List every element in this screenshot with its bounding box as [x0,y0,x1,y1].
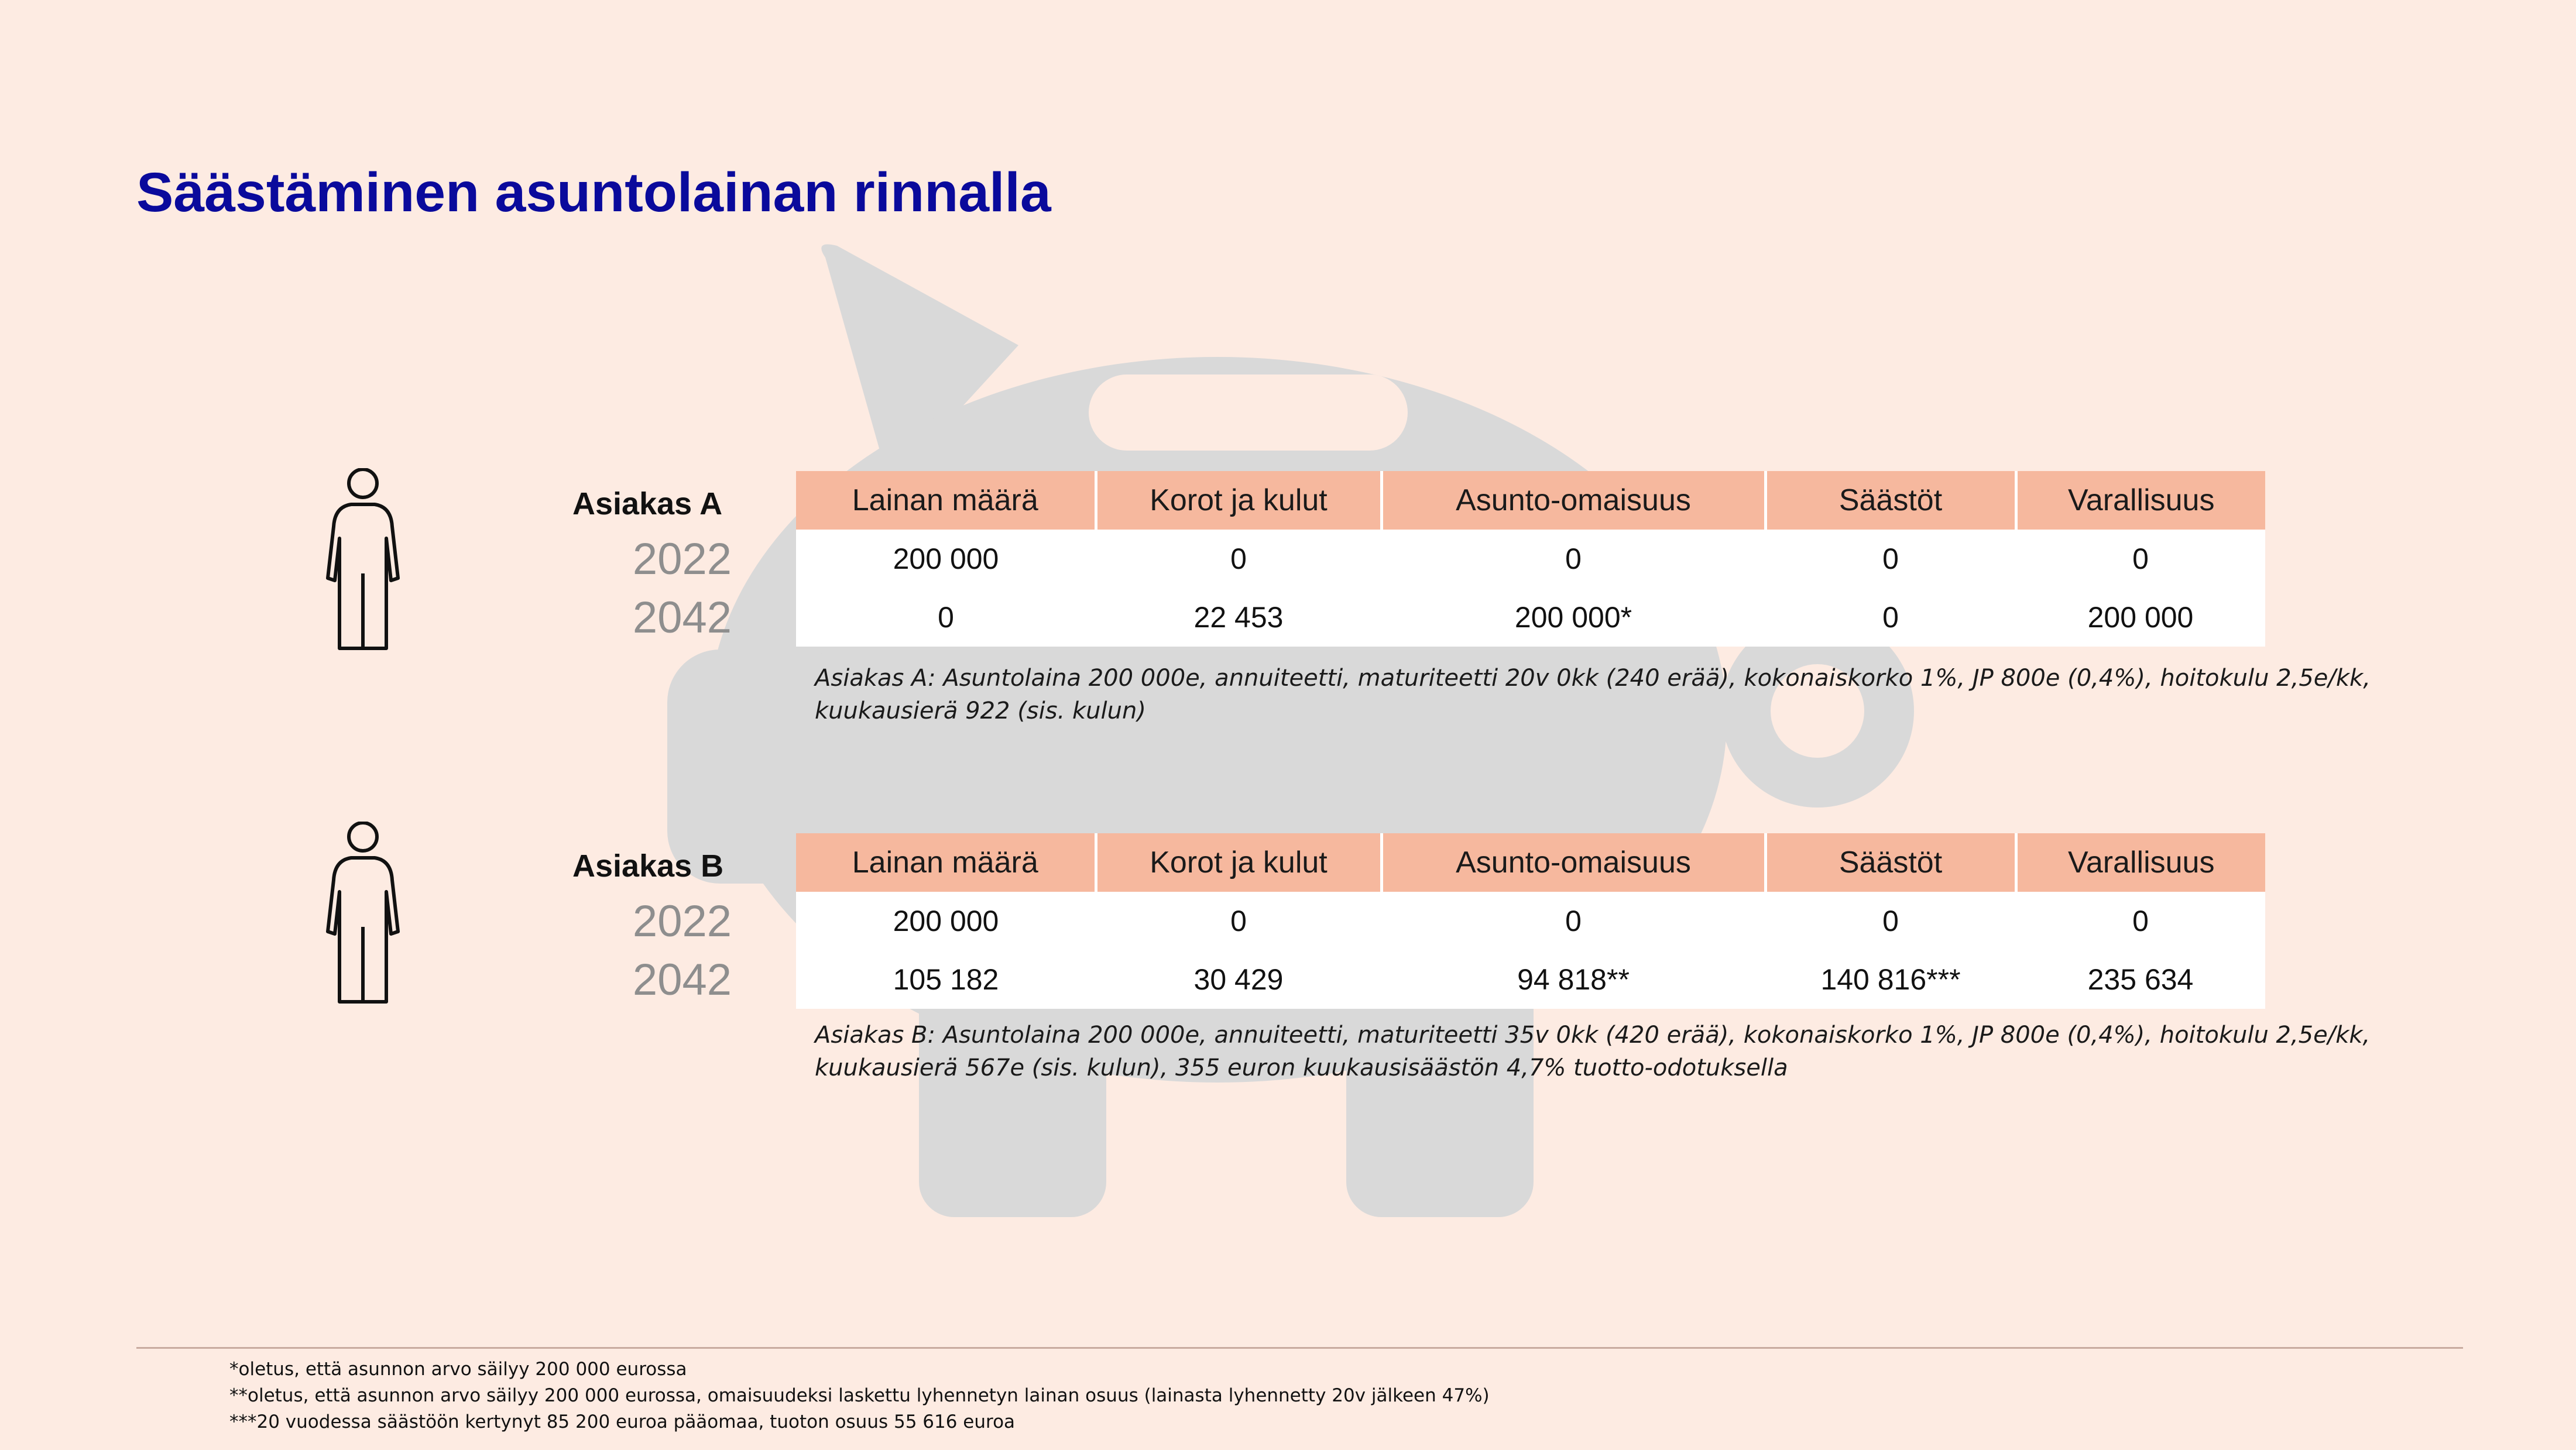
table-cell: 94 818** [1381,950,1765,1009]
table-cell: 0 [1381,530,1765,588]
table-cell: 200 000 [796,892,1096,950]
footnote: *oletus, että asunnon arvo säilyy 200 000 eurossa [229,1359,687,1380]
table-row [796,588,2265,647]
table-cell: 0 [1381,892,1765,950]
table-row [796,950,2265,1009]
table-cell: 0 [1765,588,2016,647]
column-header: Varallisuus [2016,471,2265,530]
table-cell: 0 [796,588,1096,647]
footer-divider [136,1347,2463,1349]
table-cell: 200 000* [1381,588,1765,647]
column-header: Asunto-omaisuus [1381,833,1765,892]
table-cell: 0 [2016,530,2265,588]
table-cell: 235 634 [2016,950,2265,1009]
client-a-note: Asiakas A: Asuntolaina 200 000e, annuiteetti, maturiteetti 20v 0kk (240 erää), kokonaiskorko 1%, JP 800e (0,4%), hoitokulu 2,5e/kk, kuukausierä 922 (sis. kulun) [815,665,2371,724]
column-header: Varallisuus [2016,833,2265,892]
table-cell: 105 182 [796,950,1096,1009]
column-header: Säästöt [1765,833,2016,892]
footnotes [229,1356,1490,1435]
table-header-row [796,833,2265,892]
table-cell: 0 [1096,530,1381,588]
footnote: ***20 vuodessa säästöön kertynyt 85 200 euroa pääomaa, tuoton osuus 55 616 euroa [229,1411,1016,1432]
column-header: Lainan määrä [796,833,1096,892]
column-header: Lainan määrä [796,471,1096,530]
column-header: Asunto-omaisuus [1381,471,1765,530]
table-cell: 200 000 [2016,588,2265,647]
year-label: 2042 [632,955,732,1005]
table-cell: 22 453 [1096,588,1381,647]
table-cell: 0 [1765,892,2016,950]
person-icon [316,468,410,655]
page-title: Säästäminen asuntolainan rinnalla [136,162,1051,224]
client-a-label: Asiakas A [572,486,723,521]
client-b-table [796,833,2265,1009]
table-row [796,530,2265,588]
year-label: 2022 [632,896,732,946]
table-cell: 200 000 [796,530,1096,588]
client-a-table [796,471,2265,647]
year-label: 2022 [632,534,732,584]
table-cell: 140 816*** [1765,950,2016,1009]
table-row [796,892,2265,950]
table-cell: 0 [2016,892,2265,950]
table-header-row [796,471,2265,530]
column-header: Säästöt [1765,471,2016,530]
column-header: Korot ja kulut [1096,833,1381,892]
year-label: 2042 [632,593,732,642]
client-b-note: Asiakas B: Asuntolaina 200 000e, annuiteetti, maturiteetti 35v 0kk (420 erää), kokonaiskorko 1%, JP 800e (0,4%), hoitokulu 2,5e/kk, kuukausierä 567e (sis. kulun), 355 euron kuukausisäästön 4,7% tuotto-odotuksella [815,1022,2371,1081]
client-b-label: Asiakas B [572,848,724,884]
table-cell: 0 [1765,530,2016,588]
table-cell: 0 [1096,892,1381,950]
column-header: Korot ja kulut [1096,471,1381,530]
person-icon [316,822,410,1009]
footnote: **oletus, että asunnon arvo säilyy 200 000 eurossa, omaisuudeksi laskettu lyhennetyn lainan osuus (lainasta lyhennetty 20v jälkeen 47%) [229,1385,1490,1406]
table-cell: 30 429 [1096,950,1381,1009]
